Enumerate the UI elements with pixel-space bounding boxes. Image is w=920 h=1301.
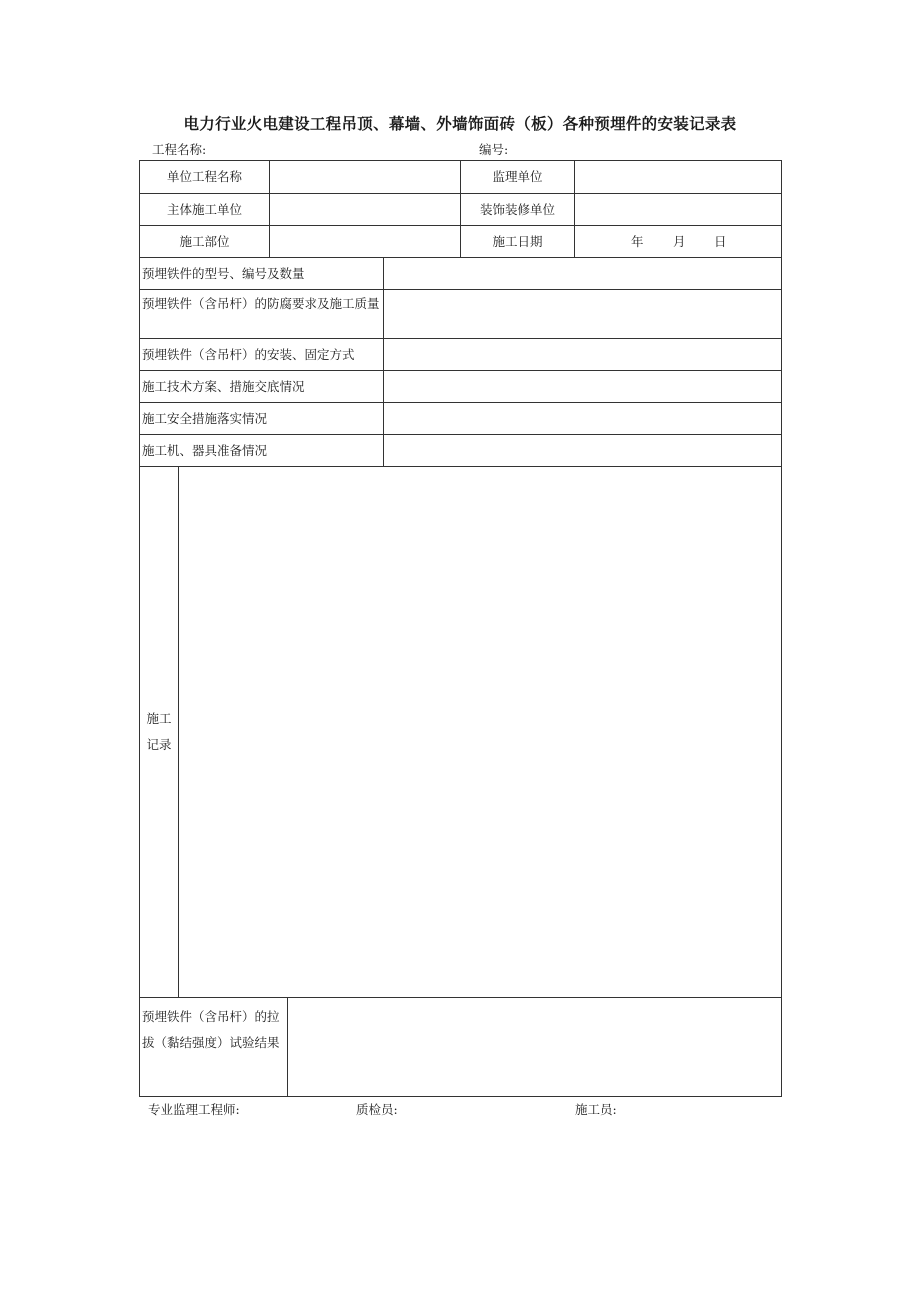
- construction-record-label-line2: 记录: [146, 737, 172, 752]
- pullout-test-field[interactable]: [288, 998, 781, 1096]
- construction-location-label: 施工部位: [179, 233, 230, 249]
- main-contractor-label: 主体施工单位: [166, 201, 242, 217]
- embedded-parts-model-label: 预埋铁件的型号、编号及数量: [142, 265, 305, 281]
- safety-measures-label: 施工安全措施落实情况: [142, 410, 268, 426]
- technical-plan-field[interactable]: [384, 371, 781, 402]
- unit-project-name-label: 单位工程名称: [166, 169, 242, 184]
- project-name-label: 工程名称:: [152, 142, 207, 157]
- main-contractor-field[interactable]: [270, 194, 460, 225]
- construction-record-field[interactable]: [179, 467, 781, 997]
- date-year: 年: [631, 233, 644, 249]
- supervision-unit-label: 监理单位: [492, 169, 543, 184]
- construction-date-label: 施工日期: [492, 233, 543, 249]
- constructor-signature-label: 施工员:: [575, 1102, 617, 1117]
- installation-method-field[interactable]: [384, 339, 781, 370]
- pullout-test-label: [140, 998, 287, 1096]
- equipment-preparation-label: 施工机、器具准备情况: [142, 442, 268, 458]
- decoration-unit-label: 装饰装修单位: [479, 201, 555, 217]
- form-title: 电力行业火电建设工程吊顶、幕墙、外墙饰面砖（板）各种预埋件的安装记录表: [183, 115, 737, 133]
- anticorrosion-quality-label: 预埋铁件（含吊杆）的防腐要求及施工质量: [142, 296, 380, 311]
- construction-date-field[interactable]: [575, 226, 781, 257]
- date-day: 日: [714, 233, 727, 249]
- technical-plan-label: 施工技术方案、措施交底情况: [142, 378, 305, 394]
- construction-location-field[interactable]: [270, 226, 460, 257]
- decoration-unit-field[interactable]: [575, 194, 781, 225]
- pullout-test-label-line1: 预埋铁件（含吊杆）的拉: [142, 1009, 280, 1024]
- supervision-unit-field[interactable]: [575, 161, 781, 193]
- inspector-signature-label: 质检员:: [356, 1102, 398, 1117]
- unit-project-name-field[interactable]: [270, 161, 460, 193]
- equipment-preparation-field[interactable]: [384, 435, 781, 466]
- pullout-test-label-line2: 拔（黏结强度）试验结果: [142, 1035, 280, 1050]
- installation-method-label: 预埋铁件（含吊杆）的安装、固定方式: [142, 346, 355, 362]
- supervisor-signature-label: 专业监理工程师:: [148, 1102, 240, 1117]
- embedded-parts-model-field[interactable]: [384, 258, 781, 289]
- safety-measures-field[interactable]: [384, 403, 781, 434]
- construction-record-label: [140, 467, 178, 997]
- anticorrosion-quality-field[interactable]: [384, 290, 781, 338]
- date-month: 月: [673, 233, 686, 249]
- construction-record-label-line1: 施工: [146, 711, 172, 726]
- number-label: 编号:: [479, 142, 509, 157]
